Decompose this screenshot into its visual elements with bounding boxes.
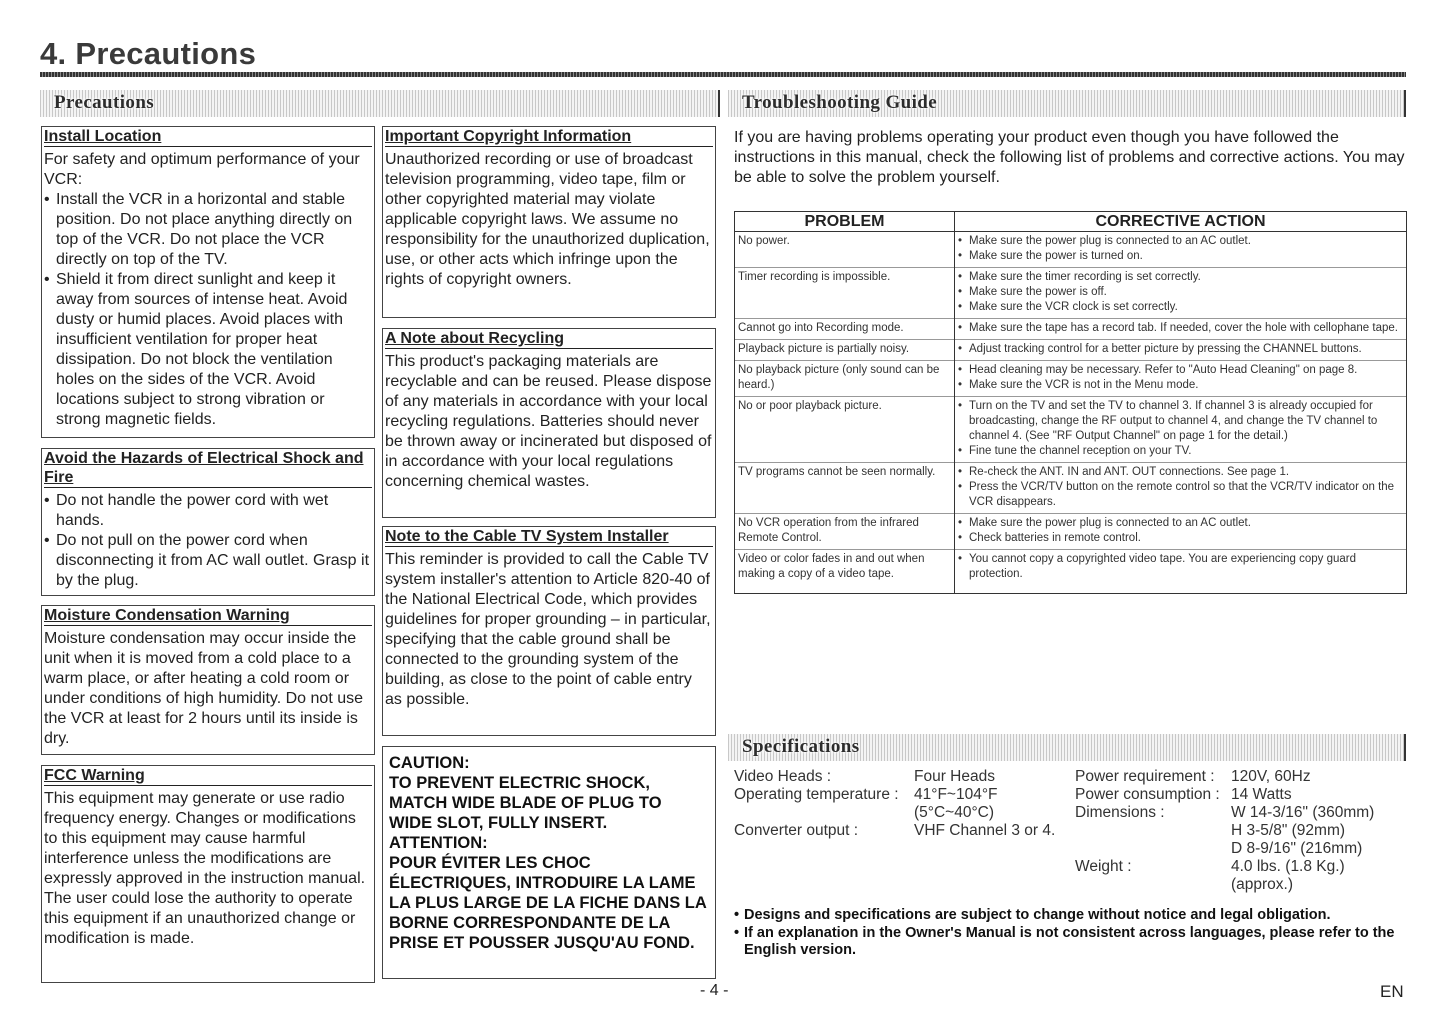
fcc-warning-heading: FCC Warning bbox=[44, 766, 372, 786]
spec-value: 4.0 lbs. (1.8 Kg.) bbox=[1231, 858, 1345, 875]
action-cell bbox=[955, 550, 1407, 594]
cable-installer-heading: Note to the Cable TV System Installer bbox=[385, 527, 713, 547]
attention-label: ATTENTION: bbox=[389, 834, 488, 852]
caution-label: CAUTION: bbox=[389, 754, 470, 772]
action-item: • Make sure the VCR is not in the Menu mode. bbox=[958, 378, 1403, 393]
action-item: • Fine tune the channel reception on your TV. bbox=[958, 444, 1403, 459]
action-item: • Turn on the TV and set the TV to channel 3. If channel 3 is already occupied for broadcasting, change the RF output to channel 4, and change the TV channel to channel 4. (See "RF Output Channel" on page 1 for the detail.) bbox=[958, 399, 1403, 444]
problem-cell: Video or color fades in and out when making a copy of a video tape. bbox=[735, 550, 955, 594]
caution-text-fr: POUR ÉVITER LES CHOC ÉLECTRIQUES, INTRODUIRE LA LAME LA PLUS LARGE DE LA FICHE DANS LA BORNE CORRESPONDANTE DE LA PRISE ET POUSSER JUSQU'AU FOND. bbox=[389, 854, 707, 952]
problem-cell: No or poor playback picture. bbox=[735, 397, 955, 463]
recycling-section bbox=[382, 328, 716, 518]
note-item: • If an explanation in the Owner's Manual is not consistent across languages, please refer to the English version. bbox=[734, 925, 1406, 960]
troubleshooting-banner-label: Troubleshooting Guide bbox=[742, 92, 938, 113]
language-code: EN bbox=[1380, 982, 1404, 1001]
action-item: • Check batteries in remote control. bbox=[958, 531, 1403, 546]
caution-box bbox=[382, 746, 716, 979]
table-header-row bbox=[735, 212, 1407, 232]
recycling-heading: A Note about Recycling bbox=[385, 329, 713, 349]
action-item: • Make sure the tape has a record tab. If needed, cover the hole with cellophane tape. bbox=[958, 321, 1403, 336]
table-row bbox=[735, 514, 1407, 550]
table-row bbox=[735, 397, 1407, 463]
install-location-list bbox=[44, 190, 372, 430]
list-item: • Shield it from direct sunlight and keep it away from sources of intense heat. Avoid dusty or humid places. Avoid places with insufficient ventilation for proper heat dissipation. Do not block the ventilation holes on the sides of the VCR. Avoid locations subject to strong vibration or strong magnetic fields. bbox=[44, 270, 372, 430]
spec-label: Dimensions : bbox=[1075, 804, 1165, 821]
precautions-banner-label: Precautions bbox=[54, 92, 155, 113]
spec-value: W 14-3/16" (360mm) bbox=[1231, 804, 1375, 821]
action-item: • Adjust tracking control for a better picture by pressing the CHANNEL buttons. bbox=[958, 342, 1403, 357]
cable-installer-text: This reminder is provided to call the Cable TV system installer's attention to Article 820-40 of the National Electrical Code, which provides guidelines for proper grounding – in particular, specifying that the cable ground shall be connected to the grounding system of the building, as close to the point of cable entry as possible. bbox=[385, 551, 711, 708]
action-cell bbox=[955, 514, 1407, 550]
install-location-section bbox=[41, 126, 375, 438]
fcc-warning-text: This equipment may generate or use radio frequency energy. Changes or modifications to this equipment may cause harmful interference unless the modifications are expressly approved in the instruction manual. The user could lose the authority to operate this equipment if an unauthorized change or modification is made. bbox=[44, 790, 366, 947]
list-item: • Install the VCR in a horizontal and stable position. Do not place anything directly on top of the VCR. Do not place the VCR directly on top of the TV. bbox=[44, 190, 372, 270]
table-row bbox=[735, 268, 1407, 319]
action-cell bbox=[955, 340, 1407, 361]
specifications-banner-label: Specifications bbox=[742, 736, 860, 757]
spec-label: Video Heads : bbox=[734, 768, 832, 785]
electrical-hazards-heading: Avoid the Hazards of Electrical Shock and Fire bbox=[44, 449, 372, 488]
spec-value: (approx.) bbox=[1231, 876, 1294, 893]
action-item: • Make sure the VCR clock is set correctly. bbox=[958, 300, 1403, 315]
spec-value: 41°F~104°F bbox=[914, 786, 998, 803]
table-row bbox=[735, 340, 1407, 361]
action-item: • Make sure the power plug is connected to an AC outlet. bbox=[958, 516, 1403, 531]
spec-label: Power requirement : bbox=[1075, 768, 1215, 785]
list-item: • Do not handle the power cord with wet hands. bbox=[44, 491, 372, 531]
electrical-hazards-list bbox=[44, 491, 372, 591]
recycling-text: This product's packaging materials are recyclable and can be reused. Please dispose of any materials in accordance with your local recycling regulations. Batteries should never be thrown away or incinerated but disposed of in accordance with your local regulations concerning chemical wastes. bbox=[385, 353, 712, 490]
list-item: • Do not pull on the power cord when disconnecting it from AC wall outlet. Grasp it by the plug. bbox=[44, 531, 372, 591]
spec-value: D 8-9/16" (216mm) bbox=[1231, 840, 1363, 857]
page-number: - 4 - bbox=[700, 982, 729, 999]
spec-value: H 3-5/8" (92mm) bbox=[1231, 822, 1346, 839]
action-cell bbox=[955, 268, 1407, 319]
table-row bbox=[735, 550, 1407, 594]
action-item: • Make sure the power is off. bbox=[958, 285, 1403, 300]
spec-label: Weight : bbox=[1075, 858, 1132, 875]
table-row bbox=[735, 463, 1407, 514]
moisture-condensation-section bbox=[41, 605, 375, 755]
precautions-banner bbox=[40, 90, 720, 117]
spec-label: Converter output : bbox=[734, 822, 859, 839]
note-item: • Designs and specifications are subject to change without notice and legal obligation. bbox=[734, 907, 1406, 925]
fcc-warning-section bbox=[41, 765, 375, 983]
action-item: • Make sure the power is turned on. bbox=[958, 249, 1403, 264]
spec-label: Operating temperature : bbox=[734, 786, 899, 803]
troubleshooting-intro: If you are having problems operating your product even though you have followed the instructions in this manual, check the following list of problems and corrective actions. You may be able to solve the problem yourself. bbox=[734, 129, 1405, 186]
spec-value: VHF Channel 3 or 4. bbox=[914, 822, 1056, 839]
spec-value: Four Heads bbox=[914, 768, 995, 785]
cable-installer-section bbox=[382, 526, 716, 736]
troubleshooting-banner bbox=[728, 90, 1406, 117]
problem-column-header: PROBLEM bbox=[735, 212, 955, 232]
troubleshooting-table bbox=[734, 211, 1407, 594]
spec-value: 14 Watts bbox=[1231, 786, 1292, 803]
problem-cell: TV programs cannot be seen normally. bbox=[735, 463, 955, 514]
action-item: • Make sure the power plug is connected to an AC outlet. bbox=[958, 234, 1403, 249]
action-cell bbox=[955, 232, 1407, 268]
action-item: • Head cleaning may be necessary. Refer to "Auto Head Cleaning" on page 8. bbox=[958, 363, 1403, 378]
problem-cell: Timer recording is impossible. bbox=[735, 268, 955, 319]
table-row bbox=[735, 361, 1407, 397]
spec-value: (5°C~40°C) bbox=[914, 804, 995, 821]
action-item: • Re-check the ANT. IN and ANT. OUT connections. See page 1. bbox=[958, 465, 1403, 480]
problem-cell: No playback picture (only sound can be heard.) bbox=[735, 361, 955, 397]
problem-cell: No power. bbox=[735, 232, 955, 268]
action-item: • Press the VCR/TV button on the remote control so that the VCR/TV indicator on the VCR disappears. bbox=[958, 480, 1403, 510]
problem-cell: No VCR operation from the infrared Remote Control. bbox=[735, 514, 955, 550]
specifications-banner bbox=[728, 734, 1406, 761]
caution-text-en: TO PREVENT ELECTRIC SHOCK, MATCH WIDE BLADE OF PLUG TO WIDE SLOT, FULLY INSERT. bbox=[389, 774, 662, 832]
electrical-hazards-section bbox=[41, 448, 375, 596]
action-cell bbox=[955, 361, 1407, 397]
specifications-block bbox=[734, 766, 1404, 896]
action-item: • Make sure the timer recording is set correctly. bbox=[958, 270, 1403, 285]
specification-notes bbox=[734, 907, 1406, 960]
table-row bbox=[735, 319, 1407, 340]
action-item: • You cannot copy a copyrighted video tape. You are experiencing copy guard protection. bbox=[958, 552, 1403, 582]
corrective-action-column-header: CORRECTIVE ACTION bbox=[955, 212, 1407, 232]
install-location-heading: Install Location bbox=[44, 127, 372, 147]
moisture-condensation-heading: Moisture Condensation Warning bbox=[44, 606, 372, 626]
table-row bbox=[735, 232, 1407, 268]
title-rule bbox=[40, 72, 1406, 77]
action-cell bbox=[955, 397, 1407, 463]
copyright-text: Unauthorized recording or use of broadcast television programming, video tape, film or other copyrighted material may violate applicable copyright laws. We assume no responsibility for the unauthorized duplication, use, or other acts which infringe upon the rights of copyright owners. bbox=[385, 151, 710, 288]
copyright-section bbox=[382, 126, 716, 318]
copyright-heading: Important Copyright Information bbox=[385, 127, 713, 147]
spec-label: Power consumption : bbox=[1075, 786, 1220, 803]
problem-cell: Cannot go into Recording mode. bbox=[735, 319, 955, 340]
spec-value: 120V, 60Hz bbox=[1231, 768, 1311, 785]
moisture-condensation-text: Moisture condensation may occur inside the unit when it is moved from a cold place to a warm place, or after heating a cold room or under conditions of high humidity. Do not use the VCR at least for 2 hours until its inside is dry. bbox=[44, 630, 364, 747]
action-cell bbox=[955, 319, 1407, 340]
install-location-intro: For safety and optimum performance of your VCR: bbox=[44, 151, 360, 188]
problem-cell: Playback picture is partially noisy. bbox=[735, 340, 955, 361]
action-cell bbox=[955, 463, 1407, 514]
page-title: 4. Precautions bbox=[40, 36, 257, 71]
